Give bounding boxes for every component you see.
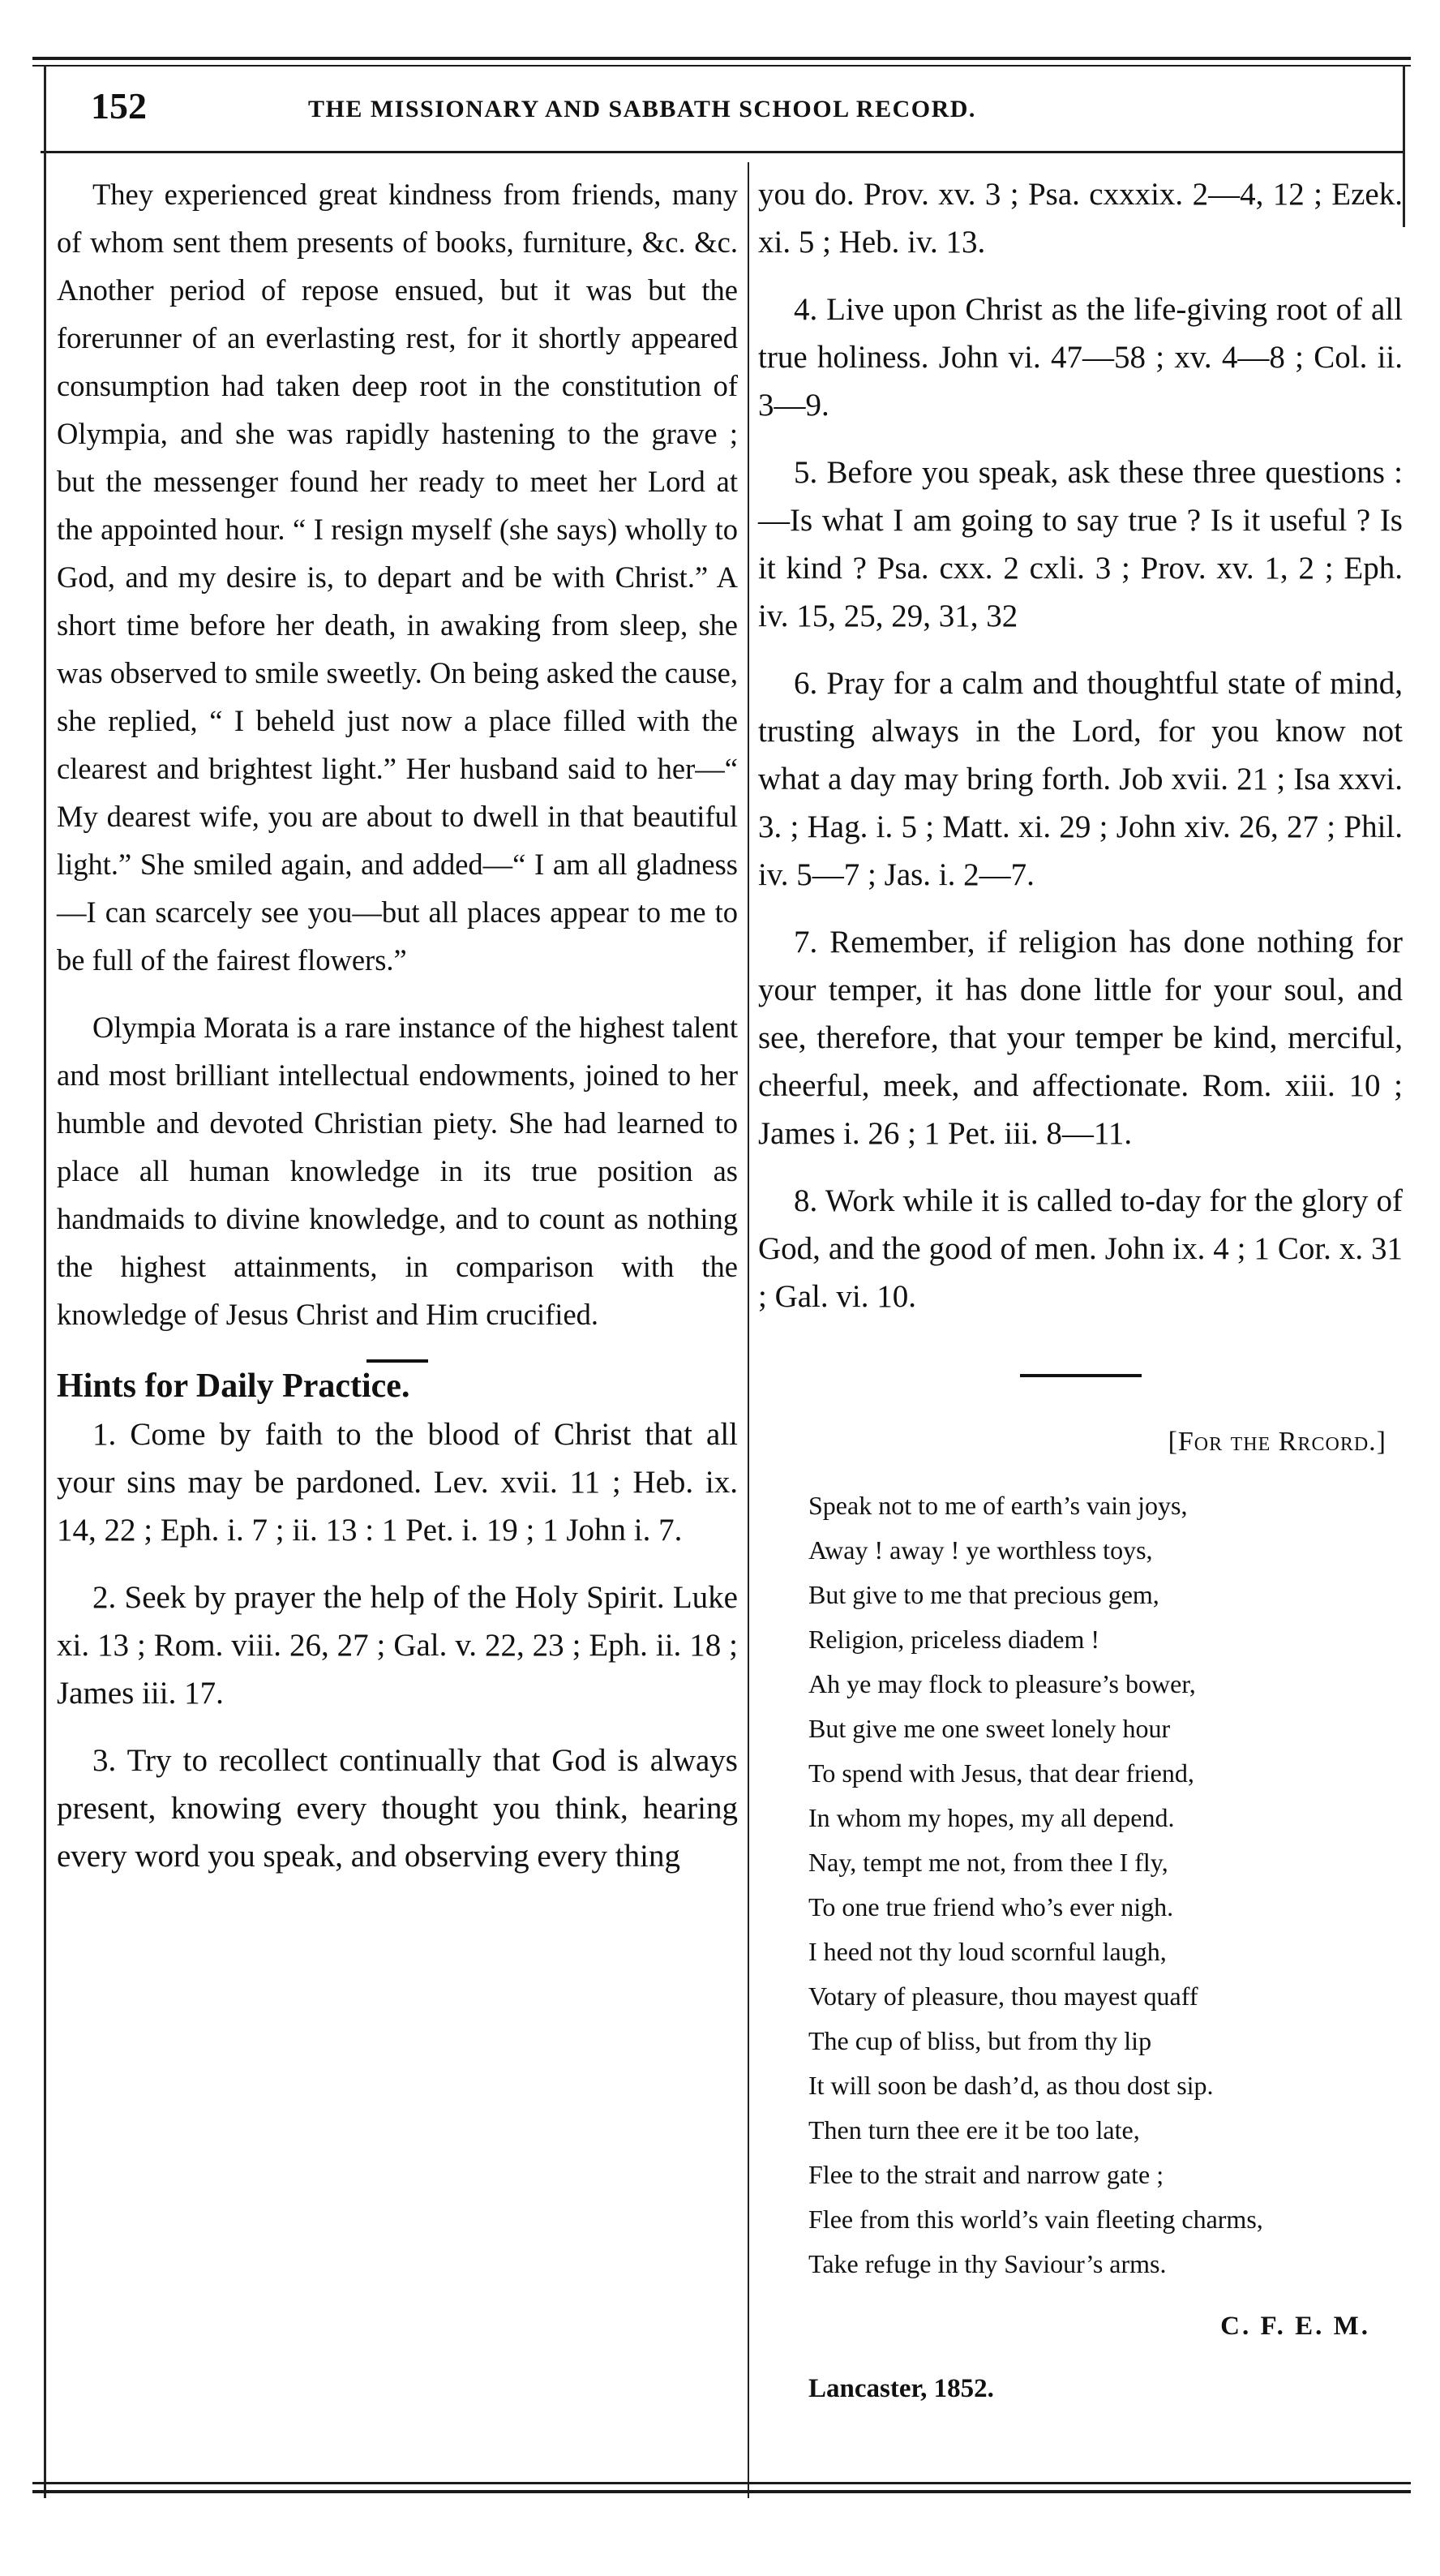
hint-item: 8. Work while it is called to-day for the glory of God, and the good of men. John ix. 4 ; 1 Cor. x. 31 ; Gal. vi. 10. [758, 1183, 1403, 1314]
poem-line: But give to me that precious gem, [808, 1580, 1159, 1609]
poem-line: Speak not to me of earth’s vain joys, [808, 1491, 1188, 1520]
hint-item: 1. Come by faith to the blood of Christ that all your sins may be pardoned. Lev. xvii. 11 ; Heb. ix. 14, 22 ; Eph. i. 7 ; ii. 13 : 1 Pet. i. 19 ; 1 John i. 7. [57, 1417, 738, 1548]
poem-line: In whom my hopes, my all depend. [808, 1803, 1175, 1832]
right-border [1403, 65, 1405, 227]
header-rule [41, 151, 1403, 153]
poem-line: To one true friend who’s ever nigh. [808, 1892, 1174, 1921]
hint-continuation: you do. Prov. xv. 3 ; Psa. cxxxix. 2—4, 12 ; Ezek. xi. 5 ; Heb. iv. 13. [758, 177, 1403, 260]
page-number: 152 [91, 85, 147, 127]
poem-source-heading: [For the Rrcord.] [1168, 1427, 1386, 1457]
poem [808, 1483, 1403, 2286]
bottom-rule [32, 2482, 1411, 2484]
poem-line: To spend with Jesus, that dear friend, [808, 1758, 1194, 1788]
hint-item: 4. Live upon Christ as the life-giving root of all true holiness. John vi. 47—58 ; xv. 4—8 ; Col. ii. 3—9. [758, 292, 1403, 423]
poem-line: But give me one sweet lonely hour [808, 1714, 1171, 1743]
right-column [758, 170, 1403, 2413]
section-heading: Hints for Daily Practice. [57, 1367, 410, 1405]
left-column [57, 170, 738, 1880]
poem-line: Votary of pleasure, thou mayest quaff [808, 1981, 1198, 2011]
hint-item: 6. Pray for a calm and thoughtful state of mind, trusting always in the Lord, for you know not what a day may bring forth. Job xvii. 21 ; Isa xxvi. 3. ; Hag. i. 5 ; Matt. xi. 29 ; John xiv. 26, 27 ; Phil. iv. 5—7 ; Jas. i. 2—7. [758, 666, 1403, 892]
hint-item: 2. Seek by prayer the help of the Holy Spirit. Luke xi. 13 ; Rom. viii. 26, 27 ; Gal. v. 22, 23 ; Eph. ii. 18 ; James iii. 17. [57, 1580, 738, 1711]
poem-line: The cup of bliss, but from thy lip [808, 2026, 1152, 2055]
hint-item: 7. Remember, if religion has done nothing for your temper, it has done little for your soul, and see, therefore, that your temper be kind, merciful, cheerful, meek, and affectionate. Rom. xiii. 10 ; James i. 26 ; 1 Pet. iii. 8—11. [758, 925, 1403, 1151]
poem-line: Religion, priceless diadem ! [808, 1625, 1100, 1654]
hint-item: 3. Try to recollect continually that God is always present, knowing every thought you think, hearing every word you speak, and observing every thing [57, 1743, 738, 1874]
top-rule [32, 57, 1411, 60]
poem-place-date: Lancaster, 1852. [808, 2374, 994, 2403]
poem-line: Then turn thee ere it be too late, [808, 2115, 1140, 2145]
section-divider [1020, 1374, 1142, 1377]
poem-signature: C. F. E. M. [1220, 2312, 1370, 2341]
poem-line: It will soon be dash’d, as thou dost sip. [808, 2071, 1214, 2100]
poem-line: Nay, tempt me not, from thee I fly, [808, 1848, 1168, 1877]
poem-line: Ah ye may flock to pleasure’s bower, [808, 1669, 1196, 1698]
column-divider [748, 162, 749, 2498]
poem-line: Take refuge in thy Saviour’s arms. [808, 2249, 1167, 2278]
paragraph: They experienced great kindness from friends, many of whom sent them presents of books, furniture, &c. &c. Another period of repose ensued, but it was but the forerunner of an everlasting rest, for it shortly appeared consumption had taken deep root in the constitution of Olympia, and she was rapidly hastening to the grave ; but the messenger found her ready to meet her Lord at the appointed hour. “ I resign myself (she says) wholly to God, and my desire is, to depart and be with Christ.” A short time before her death, in awaking from sleep, she was observed to smile sweetly. On being asked the cause, she replied, “ I beheld just now a place filled with the clearest and brightest light.” Her husband said to her—“ My dearest wife, you are about to dwell in that beautiful light.” She smiled again, and added—“ I am all gladness—I can scarcely see you—but all places appear to me to be full of the fairest flowers.” [57, 178, 738, 977]
paragraph: Olympia Morata is a rare instance of the highest talent and most brilliant intellectual endowments, joined to her humble and devoted Christian piety. She had learned to place all human knowledge in its true position as handmaids to divine knowledge, and to count as nothing the highest attainments, in comparison with the knowledge of Jesus Christ and Him crucified. [57, 1011, 738, 1331]
top-rule-inner [32, 65, 1411, 67]
hint-item: 5. Before you speak, ask these three questions :—Is what I am going to say true ? Is it useful ? Is it kind ? Psa. cxx. 2 cxli. 3 ; Prov. xv. 1, 2 ; Eph. iv. 15, 25, 29, 31, 32 [758, 455, 1403, 633]
running-header-title: THE MISSIONARY AND SABBATH SCHOOL RECORD. [308, 96, 976, 122]
poem-line: Away ! away ! ye worthless toys, [808, 1535, 1153, 1565]
poem-line: I heed not thy loud scornful laugh, [808, 1937, 1167, 1966]
bottom-rule-inner [32, 2490, 1411, 2493]
poem-line: Flee to the strait and narrow gate ; [808, 2160, 1164, 2189]
left-border [44, 65, 46, 2498]
poem-line: Flee from this world’s vain fleeting charms, [808, 2205, 1263, 2234]
